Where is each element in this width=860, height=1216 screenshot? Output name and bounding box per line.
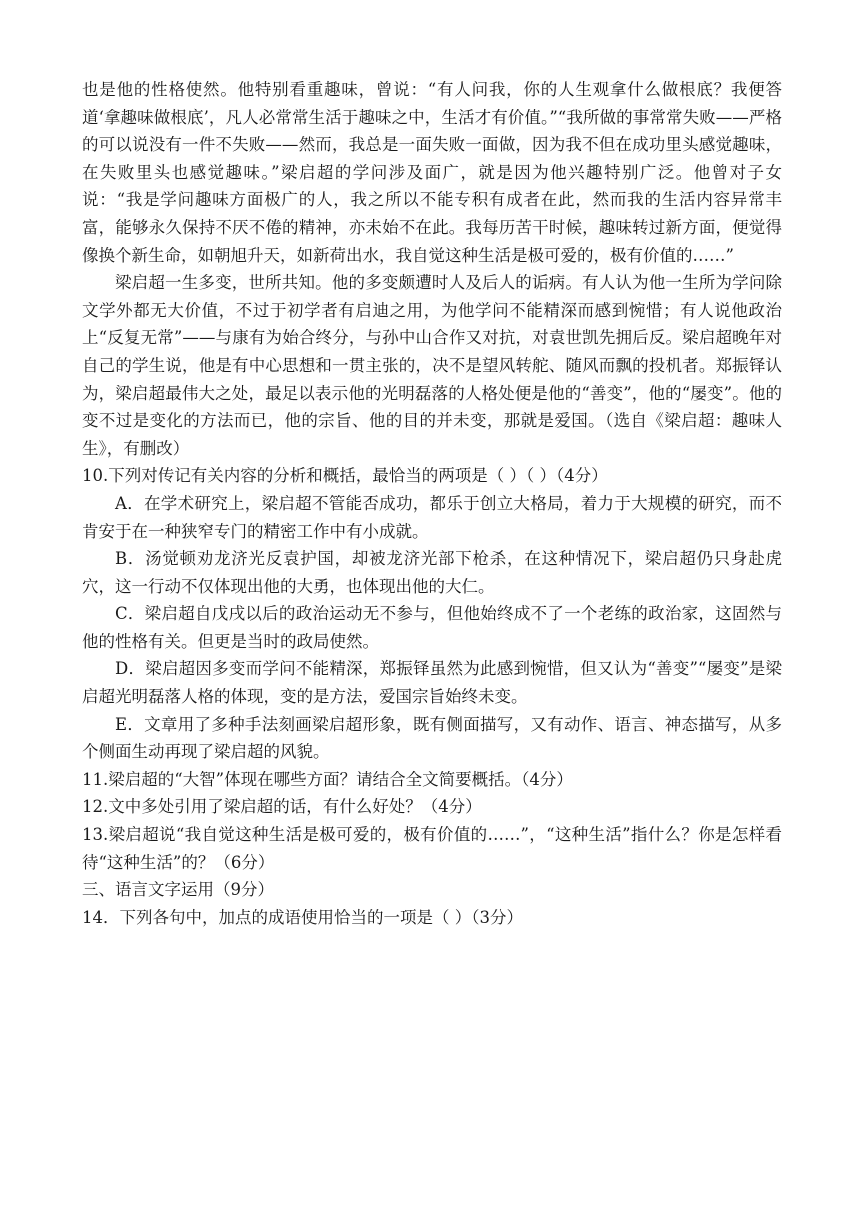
- question-14: 14．下列各句中，加点的成语使用恰当的一项是（ ）（3分）: [82, 907, 523, 927]
- question-13: 13.梁启超说“我自觉这种生活是极可爱的，极有价值的……”，“这种生活”指什么？你是怎样看待“这种生活”的？（6分）: [82, 825, 782, 872]
- question-10-option-b: B．汤觉顿劝龙济光反袁护国，却被龙济光部下枪杀，在这种情况下，梁启超仍只身赴虎穴，这一行动不仅体现出他的大勇，也体现出他的大仁。: [82, 549, 782, 596]
- question-10-stem: 10.下列对传记有关内容的分析和概括，最恰当的两项是（ ）（ ）（4分）: [82, 466, 608, 486]
- question-10-option-a: A．在学术研究上，梁启超不管能否成功，都乐于创立大格局，着力于大规模的研究，而不肯安于在一种狭窄专门的精密工作中有小成就。: [82, 493, 782, 541]
- question-10-option-d: D．梁启超因多变而学问不能精深，郑振铎虽然为此感到惋惜，但又认为“善变”“屡变”是梁启超光明磊落人格的体现，变的是方法，爱国宗旨始终未变。: [82, 659, 782, 707]
- question-11: 11.梁启超的“大智”体现在哪些方面？请结合全文简要概括。（4分）: [82, 769, 573, 789]
- question-10-option-e: E．文章用了多种手法刻画梁启超形象，既有侧面描写，又有动作、语言、神态描写，从多个侧面生动再现了梁启超的风貌。: [82, 714, 782, 762]
- passage-paragraph-1: 也是他的性格使然。他特别看重趣味，曾说：“有人问我，你的人生观拿什么做根底？我便答道‘拿趣味做根底’，凡人必常常生活于趣味之中，生活才有价值。”“我所做的事常常失败——严格的可以说没有一件不失败——然而，我总是一面失败一面做，因为我不但在成功里头感觉趣味，在失败里头也感觉趣味。”梁启超的学问涉及面广，就是因为他兴趣特别广泛。他曾对子女说：“我是学问趣味方面极广的人，我之所以不能专积有成者在此，然而我的生活内容异常丰富，能够永久保持不厌不倦的精神，亦未始不在此。我每历苦干时候，趣味转过新方面，便觉得像换个新生命，如朝旭升天，如新荷出水，我自觉这种生活是极可爱的，极有价值的……”: [82, 80, 782, 265]
- document-page: [82, 76, 782, 931]
- question-10-option-c: C．梁启超自戊戌以后的政治运动无不参与，但他始终成不了一个老练的政治家，这固然与他的性格有关。但更是当时的政局使然。: [82, 604, 782, 651]
- section-3-heading: 三、语言文字运用（9分）: [82, 880, 274, 900]
- question-12: 12.文中多处引用了梁启超的话，有什么好处？（4分）: [82, 797, 482, 817]
- passage-paragraph-2: 梁启超一生多变，世所共知。他的多变颇遭时人及后人的诟病。有人认为他一生所为学问除文学外都无大价值，不过于初学者有启迪之用，为他学问不能精深而感到惋惜；有人说他政治上“反复无常”——与康有为始合终分，与孙中山合作又对抗，对袁世凯先拥后反。梁启超晚年对自己的学生说，他是有中心思想和一贯主张的，决不是望风转舵、随风而飘的投机者。郑振铎认为，梁启超最伟大之处，最足以表示他的光明磊落的人格处便是他的“善变”，他的“屡变”。他的变不过是变化的方法而已，他的宗旨、他的目的并未变，那就是爱国。（选自《梁启超：趣味人生》，有删改）: [82, 273, 782, 458]
